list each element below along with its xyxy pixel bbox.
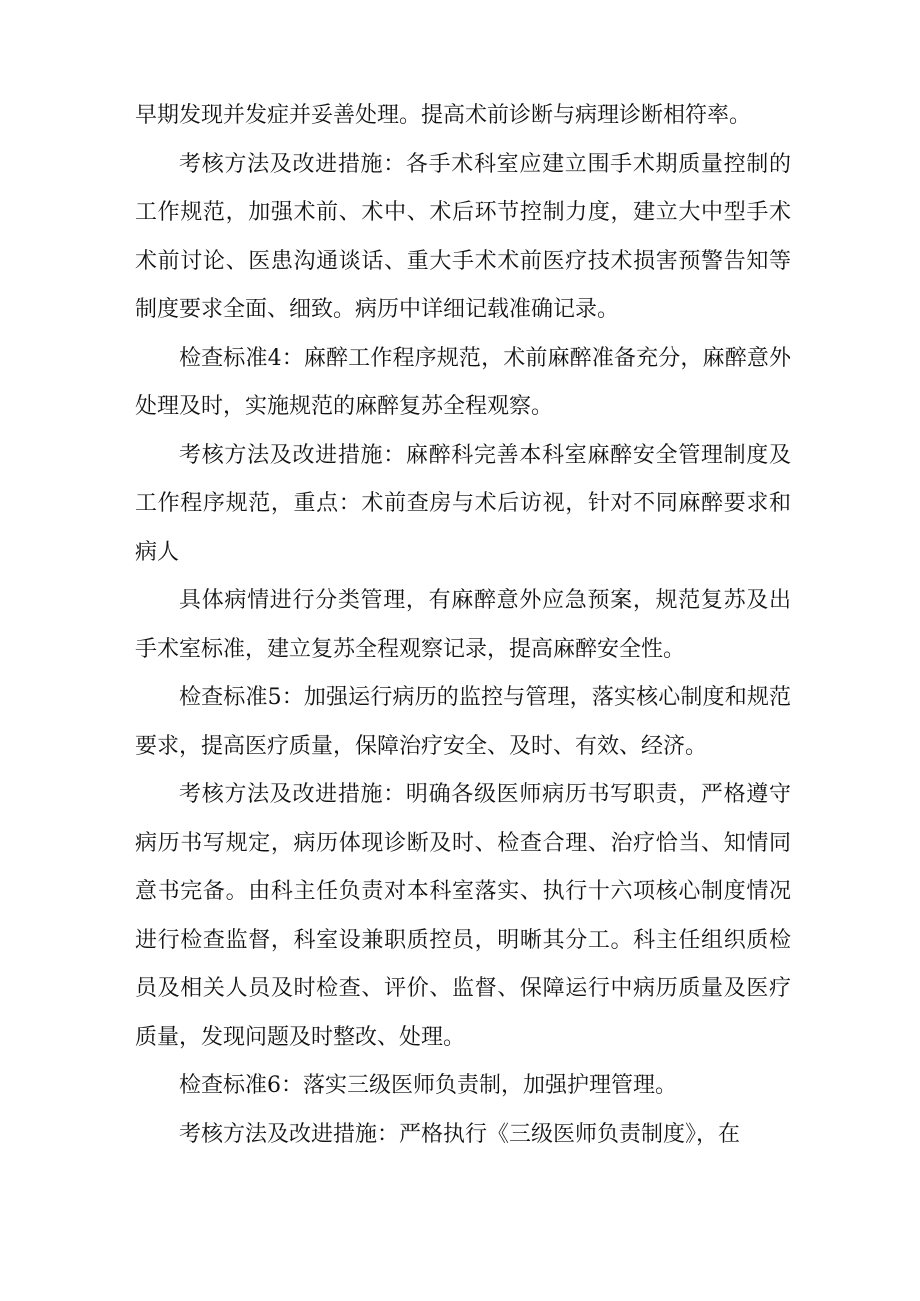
paragraph-standard-6: 检查标准6：落实三级医师负责制，加强护理管理。 <box>179 1073 677 1098</box>
paragraph-assessment-method: 考核方法及改进措施：各手术科室应建立围手术期质量控制的工作规范，加强术前、术中、术后环节控制力度，建立大中型手术术前讨论、医患沟通谈话、重大手术术前医疗技术损害预警告知等制度要求全面、细致。病历中详细记载准确记录。 <box>135 151 791 322</box>
paragraph-anesthesia-management: 具体病情进行分类管理，有麻醉意外应急预案，规范复苏及出手术室标准，建立复苏全程观察记录，提高麻醉安全性。 <box>135 588 791 662</box>
paragraph-continuation: 早期发现并发症并妥善处理。提高术前诊断与病理诊断相符率。 <box>135 103 752 128</box>
paragraph-standard-5: 检查标准5：加强运行病历的监控与管理，落实核心制度和规范要求，提高医疗质量，保障治疗安全、及时、有效、经济。 <box>135 685 791 759</box>
paragraph-assessment-method: 考核方法及改进措施：麻醉科完善本科室麻醉安全管理制度及工作程序规范，重点：术前查房与术后访视，针对不同麻醉要求和病人 <box>135 442 791 565</box>
paragraph-standard-4: 检查标准4：麻醉工作程序规范，术前麻醉准备充分，麻醉意外处理及时，实施规范的麻醉复苏全程观察。 <box>135 345 791 419</box>
paragraph-assessment-method: 考核方法及改进措施：明确各级医师病历书写职责，严格遵守病历书写规定，病历体现诊断及时、检查合理、治疗恰当、知情同意书完备。由科主任负责对本科室落实、执行十六项核心制度情况进行检查监督，科室设兼职质控员，明晰其分工。科主任组织质检员及相关人员及时检查、评价、监督、保障运行中病历质量及医疗质量，发现问题及时整改、处理。 <box>135 782 791 1050</box>
document-body <box>135 92 791 1159</box>
paragraph-assessment-method: 考核方法及改进措施：严格执行《三级医师负责制度》，在 <box>179 1121 741 1147</box>
